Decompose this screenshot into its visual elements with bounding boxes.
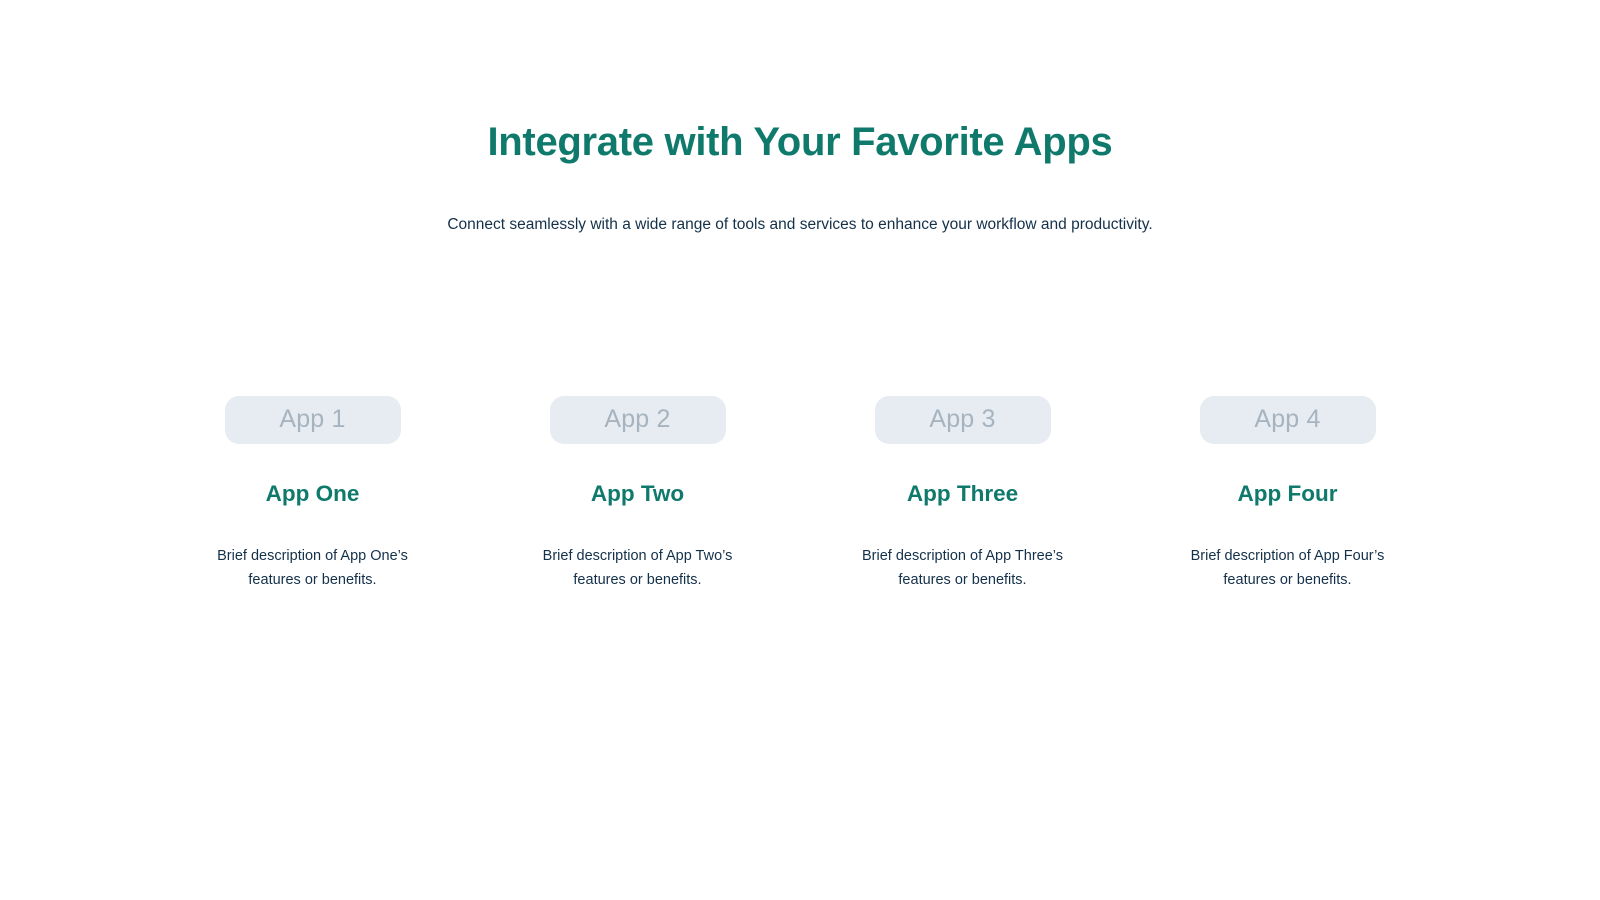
section-subtitle: Connect seamlessly with a wide range of tools and services to enhance your workflow and productivity. [447,216,1153,233]
app-description: Brief description of App One’s features or benefits. [217,547,408,588]
app-description: Brief description of App Four’s features or benefits. [1190,547,1385,588]
app-card[interactable] [800,396,1125,593]
app-name: App Four [1237,480,1338,506]
app-name: App One [265,480,360,506]
app-logo-placeholder: App 4 [1200,396,1376,444]
page-title: Integrate with Your Favorite Apps [487,120,1113,164]
app-card[interactable] [1125,396,1450,593]
app-card[interactable] [150,396,475,593]
app-cards-row [0,396,1600,593]
app-description: Brief description of App Two’s features or benefits. [542,547,733,588]
app-logo-placeholder: App 3 [875,396,1051,444]
app-logo-placeholder: App 2 [550,396,726,444]
app-logo-placeholder: App 1 [225,396,401,444]
app-description: Brief description of App Three’s features or benefits. [862,547,1063,588]
app-name: App Three [906,480,1019,506]
app-name: App Two [590,480,685,506]
app-card[interactable] [475,396,800,593]
